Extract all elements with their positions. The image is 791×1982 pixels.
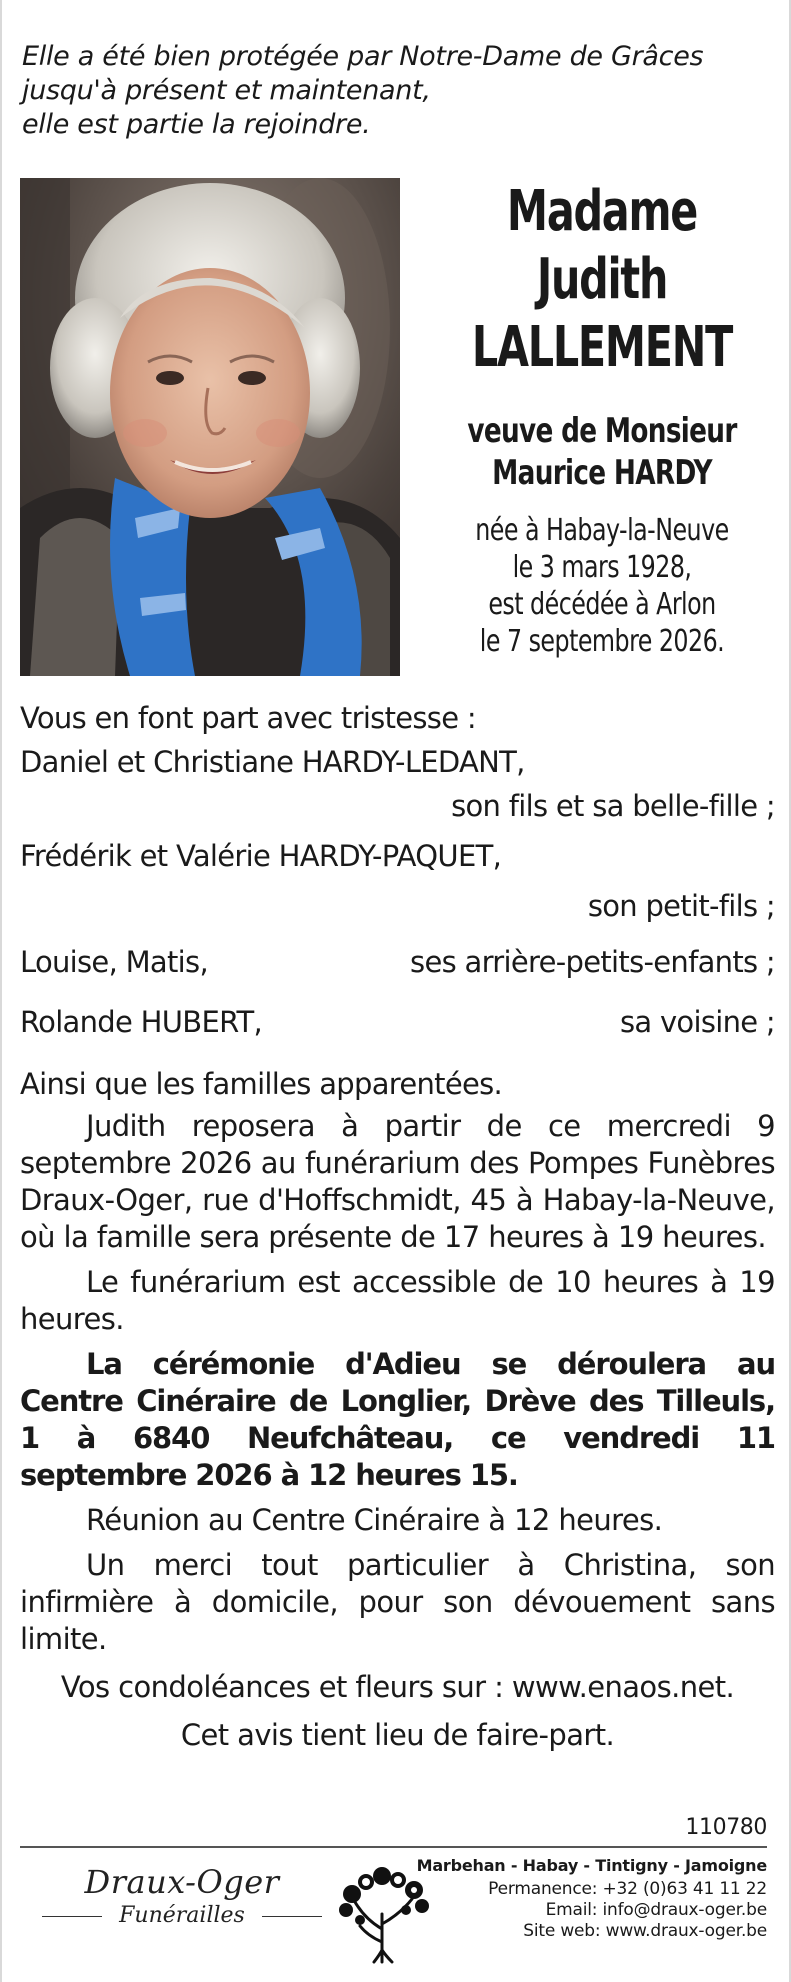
logo-subtitle: Funérailles: [42, 1902, 322, 1930]
faire-part-notice: Cet avis tient lieu de faire-part.: [180, 1718, 615, 1752]
phone-line: Permanence: +32 (0)63 41 11 22: [488, 1879, 767, 1899]
birth-date: le 3 mars 1928,: [512, 550, 692, 585]
death-date: le 7 septembre 2026.: [479, 624, 725, 659]
quote-line: jusqu'à présent et maintenant,: [22, 75, 431, 106]
condolences-line: Vos condoléances et fleurs sur : www.enaos.net.: [60, 1670, 735, 1704]
death-place: est décédée à Arlon: [488, 587, 716, 622]
footer-divider: [20, 1846, 767, 1848]
reference-number: 110780: [685, 1815, 767, 1840]
family-closing: Ainsi que les familles apparentées.: [20, 1067, 503, 1101]
thanks-paragraph: Un merci tout particulier à Christina, son infirmière à domicile, pour son dévouement sans limite.: [20, 1548, 775, 1656]
birth-place: née à Habay-la-Neuve: [475, 513, 729, 548]
family-intro: Vous en font part avec tristesse :: [20, 701, 476, 735]
deceased-first-name: Judith: [536, 247, 668, 312]
widow-spouse: Maurice HARDY: [492, 453, 712, 493]
visitation-paragraph: Judith reposera à partir de ce mercredi 9 septembre 2026 au funérarium des Pompes Funèbres Draux-Oger, rue d'Hoffschmidt, 45 à Habay-la-Neuve, où la famille sera présente de 17 heures à 19 heures.: [20, 1109, 775, 1254]
funeral-home-logo: [42, 1862, 322, 1930]
email-line: Email: info@draux-oger.be: [545, 1900, 767, 1920]
ceremony-paragraph: La cérémonie d'Adieu se déroulera au Centre Cinéraire de Longlier, Drève des Tilleuls, 1 à 6840 Neufchâteau, ce vendredi 11 septembre 2026 à 12 heures 15.: [20, 1347, 775, 1492]
portrait-photo: [20, 178, 400, 676]
family-entry: Louise, Matis, ses arrière-petits-enfants ;: [20, 945, 775, 979]
website-line: Site web: www.draux-oger.be: [523, 1921, 767, 1941]
funeral-home-contact: [417, 1855, 767, 1942]
access-paragraph: Le funérarium est accessible de 10 heures à 19 heures.: [20, 1265, 775, 1336]
logo-name: Draux-Oger: [84, 1863, 280, 1901]
announcement-body: [20, 698, 775, 1754]
family-entry-relation: son petit-fils ;: [587, 889, 775, 923]
family-entry-relation: son fils et sa belle-fille ;: [451, 789, 775, 823]
quote-line: Elle a été bien protégée par Notre-Dame de Grâces: [22, 41, 704, 72]
deceased-title: Madame: [506, 179, 698, 244]
family-entry-names: Daniel et Christiane HARDY-LEDANT,: [20, 745, 525, 779]
deceased-info: [422, 178, 782, 660]
branch-towns: Marbehan - Habay - Tintigny - Jamoigne: [416, 1856, 767, 1875]
opening-quote: [22, 40, 772, 142]
deceased-last-name: LALLEMENT: [471, 315, 733, 380]
quote-line: elle est partie la rejoindre.: [22, 109, 371, 140]
family-entry-names: Frédérik et Valérie HARDY-PAQUET,: [20, 839, 502, 873]
family-entry: Rolande HUBERT, sa voisine ;: [20, 1005, 775, 1039]
widow-line: veuve de Monsieur: [467, 411, 737, 451]
meeting-paragraph: Réunion au Centre Cinéraire à 12 heures.: [86, 1503, 663, 1537]
